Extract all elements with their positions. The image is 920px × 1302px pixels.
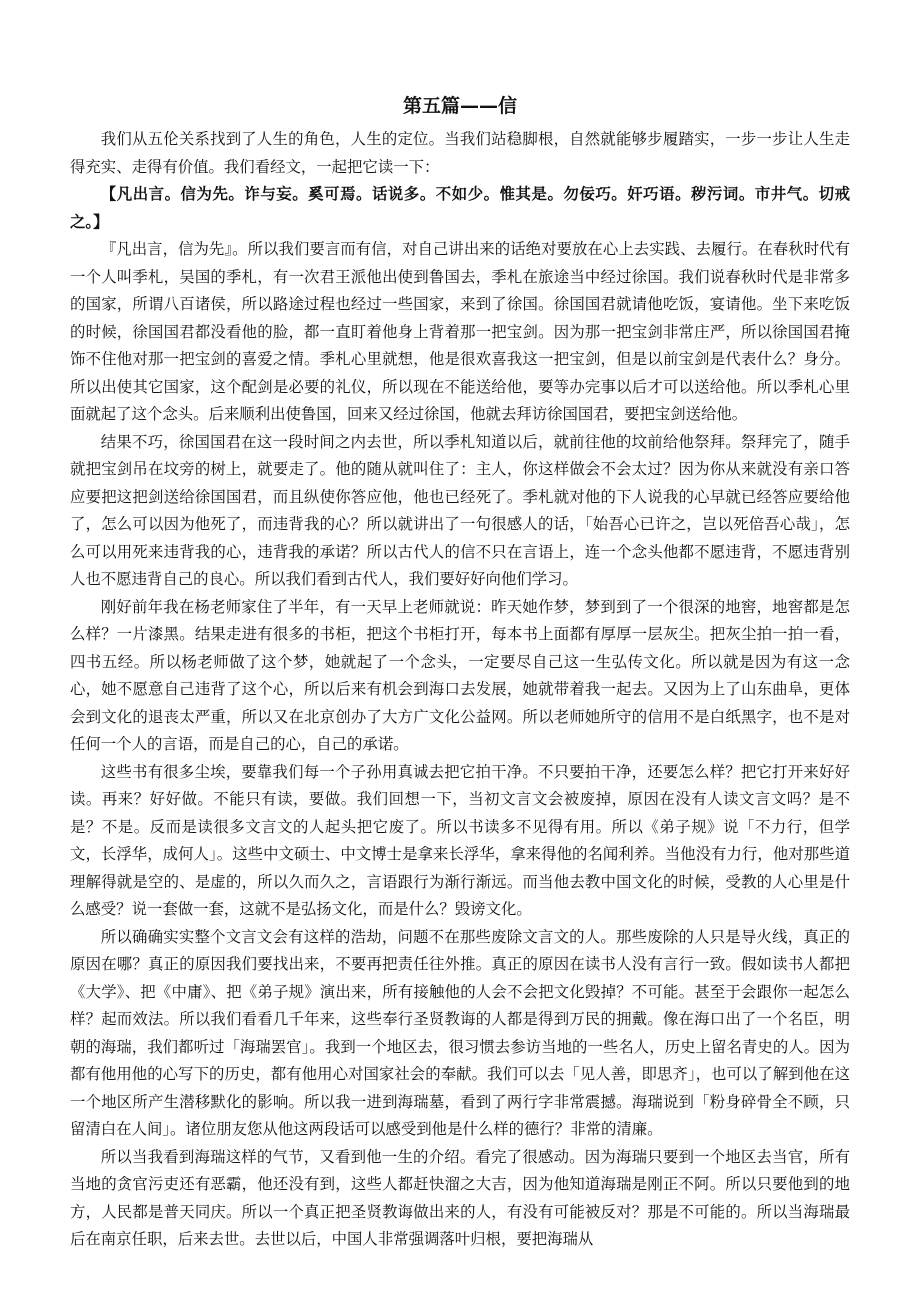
body-paragraph: 结果不巧，徐国国君在这一段时间之内去世，所以季札知道以后，就前往他的坟前给他祭拜。祭拜完了，随手就把宝剑吊在坟旁的树上，就要走了。他的随从就叫住了：主人，你这样做会不会太过？因为你从来就没有亲口答应要把这把剑送给徐国国君，而且纵使你答应他，他也已经死了。季札就对他的下人说我的心早就已经答应要给他了，怎么可以因为他死了，而违背我的心？所以就讲出了一句很感人的话，「始吾心已许之，岂以死倍吾心哉」，怎么可以用死来违背我的心，违背我的承诺？所以古代人的信不只在言语上，连一个念头他都不愿违背，不愿违背别人也不愿违背自己的良心。所以我们看到古代人，我们要好好向他们学习。: [70, 432, 850, 588]
body-paragraph: 『凡出言，信为先』。所以我们要言而有信，对自己讲出来的话绝对要放在心上去实践、去履行。在春秋时代有一个人叫季札，吴国的季札，有一次君王派他出使到鲁国去，季札在旅途当中经过徐国。我们说春秋时代是非常多的国家，所谓八百诸侯，所以路途过程也经过一些国家，来到了徐国。徐国国君就请他吃饭，宴请他。坐下来吃饭的时候，徐国国君都没看他的脸，都一直盯着他身上背着那一把宝剑。因为那一把宝剑非常庄严，所以徐国国君掩饰不住他对那一把宝剑的喜爱之情。季札心里就想，他是很欢喜我这一把宝剑，但是以前宝剑是代表什么？身分。所以出使其它国家，这个配剑是必要的礼仪，所以现在不能送给他，要等办完事以后才可以送给他。所以季札心里面就起了这个念头。后来顺利出使鲁国，回来又经过徐国，他就去拜访徐国国君，要把宝剑送给他。: [70, 240, 850, 423]
body-paragraph: 这些书有很多尘埃，要靠我们每一个子孙用真诚去把它拍干净。不只要拍干净，还要怎么样？把它打开来好好读。再来？好好做。不能只有读，要做。我们回想一下，当初文言文会被废掉，原因在没有人读文言文吗？是不是？不是。反而是读很多文言文的人起头把它废了。所以书读多不见得有用。所以《弟子规》说「不力行，但学文，长浮华，成何人」。这些中文硕士、中文博士是拿来长浮华，拿来得他的名闻利养。当他没有力行，他对那些道理解得就是空的、是虚的，所以久而久之，言语跟行为渐行渐远。而当他去教中国文化的时候，受教的人心里是什么感受？说一套做一套，这就不是弘扬文化，而是什么？毁谤文化。: [70, 762, 850, 918]
page-title: 第五篇——信: [402, 95, 517, 117]
body-paragraph: 所以当我看到海瑞这样的气节，又看到他一生的介绍。看完了很感动。因为海瑞只要到一个地区去当官，所有当地的贪官污吏还有恶霸，他还没有到，这些人都赶快溜之大吉，因为他知道海瑞是刚正不阿。所以只要他到的地方，人民都是普天同庆。所以一个真正把圣贤教诲做出来的人，有没有可能被反对？那是不可能的。所以当海瑞最后在南京任职，后来去世。去世以后，中国人非常强调落叶归根，要把海瑞从: [70, 1147, 850, 1248]
body-paragraph: 刚好前年我在杨老师家住了半年，有一天早上老师就说：昨天她作梦，梦到到了一个很深的地窖，地窖都是怎么样？一片漆黑。结果走进有很多的书柜，把这个书柜打开，每本书上面都有厚厚一层灰尘。把灰尘拍一拍一看，四书五经。所以杨老师做了这个梦，她就起了一个念头，一定要尽自己这一生弘传文化。所以就是因为有这一念心，她不愿意自己违背了这个心，所以后来有机会到海口去发展，她就带着我一起去。又因为上了山东曲阜，更体会到文化的退丧太严重，所以又在北京创办了大方广文化公益网。所以老师她所守的信用不是白纸黑字，也不是对任何一个人的言语，而是自己的心，自己的承诺。: [70, 597, 850, 753]
body-paragraph: 所以确确实实整个文言文会有这样的浩劫，问题不在那些废除文言文的人。那些废除的人只是导火线，真正的原因在哪？真正的原因我们要找出来，不要再把责任往外推。真正的原因在读书人没有言行一致。假如读书人都把《大学》、把《中庸》、把《弟子规》演出来，所有接触他的人会不会把文化毁掉？不可能。甚至于会跟你一起怎么样？起而效法。所以我们看看几千年来，这些奉行圣贤教诲的人都是得到万民的拥戴。像在海口出了一个名臣，明朝的海瑞，我们都听过「海瑞罢官」。我到一个地区去，很习惯去参访当地的一些名人，历史上留名青史的人。因为都有他用他的心写下的历史，都有他用心对国家社会的奉献。我们可以去「见人善，即思齐」，也可以了解到他在这一个地区所产生潜移默化的影响。所以我一进到海瑞墓，看到了两行字非常震撼。海瑞说到「粉身碎骨全不顾，只留清白在人间」。诸位朋友您从他这两段话可以感受到他是什么样的德行？非常的清廉。: [70, 927, 850, 1138]
scripture-quote: 【凡出言。信为先。诈与妄。奚可焉。话说多。不如少。惟其是。勿佞巧。奸巧语。秽污词。市井气。切戒之。】: [70, 185, 850, 231]
intro-paragraph: 我们从五伦关系找到了人生的角色，人生的定位。当我们站稳脚根，自然就能够步履踏实，一步一步让人生走得充实、走得有价值。我们看经文，一起把它读一下：: [70, 130, 850, 176]
